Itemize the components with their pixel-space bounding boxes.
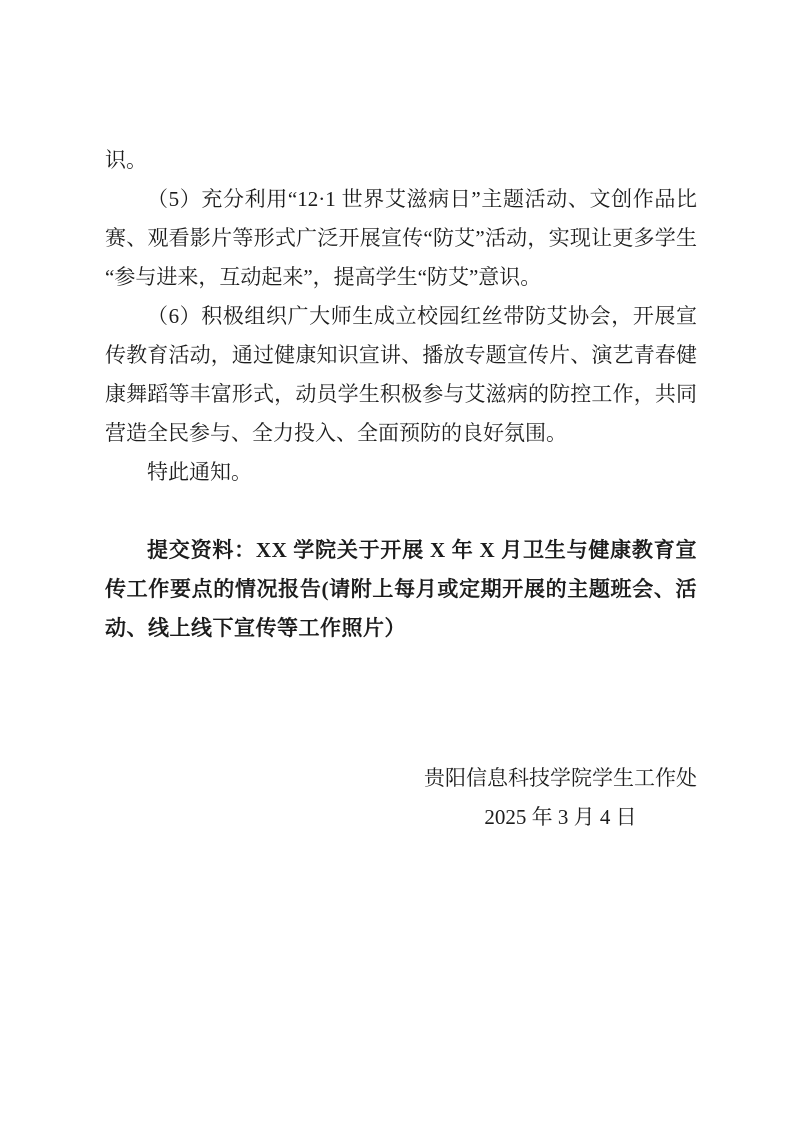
signature-block bbox=[105, 759, 697, 837]
signature-gap-spacer bbox=[105, 648, 697, 759]
paragraph-item-5: （5）充分利用“12·1 世界艾滋病日”主题活动、文创作品比赛、观看影片等形式广泛开展宣传“防艾”活动，实现让更多学生“参与进来，互动起来”，提高学生“防艾”意识。 bbox=[105, 187, 697, 289]
paragraph-item-6: （6）积极组织广大师生成立校园红丝带防艾协会，开展宣传教育活动，通过健康知识宣讲、播放专题宣传片、演艺青春健康舞蹈等丰富形式，动员学生积极参与艾滋病的防控工作，共同营造全民参与、全力投入、全面预防的良好氛围。 bbox=[105, 304, 697, 445]
signature-inner bbox=[424, 759, 697, 837]
signature-date: 2025 年 3 月 4 日 bbox=[484, 805, 637, 829]
blank-line-spacer bbox=[105, 492, 697, 531]
closing-line: 特此通知。 bbox=[147, 460, 252, 484]
signature-organization: 贵阳信息科技学院学生工作处 bbox=[424, 766, 697, 790]
carryover-line: 识。 bbox=[105, 148, 147, 172]
submission-note: 提交资料：XX 学院关于开展 X 年 X 月卫生与健康教育宣传工作要点的情况报告(请附上每月或定期开展的主题班会、活动、线上线下宣传等工作照片） bbox=[105, 538, 697, 640]
